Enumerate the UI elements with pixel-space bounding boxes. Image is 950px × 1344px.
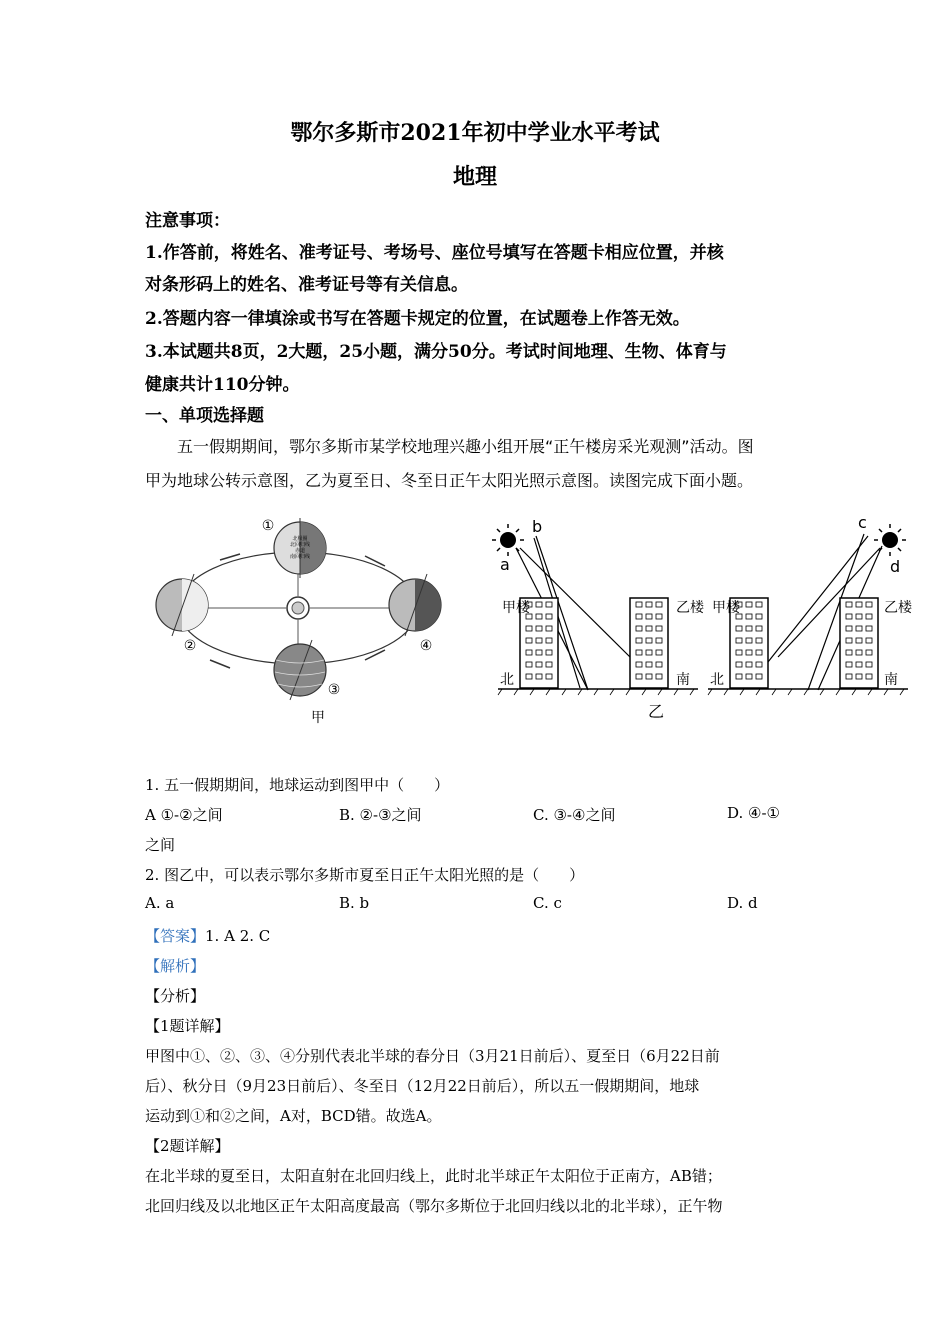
analysis-q1-line-3: 运动到①和②之间，A对，BCD错。故选A。 [145,1107,442,1125]
notice-item-1-line-1: 1.作答前，将姓名、准考证号、考场号、座位号填写在答题卡相应位置，并核 [145,243,724,263]
question-2-stem: 2. 图乙中，可以表示鄂尔多斯市夏至日正午太阳光照的是（ ） [145,866,585,884]
analysis-q2-line-1: 在北半球的夏至日，太阳直射在北回归线上，此时北半球正午太阳位于正南方，AB错； [145,1167,722,1185]
notice-item-1-line-2: 对条形码上的姓名、准考证号等有关信息。 [145,275,468,295]
label-position-2: ② [183,638,197,654]
yi-label-b: b [532,517,543,536]
intro-line-2: 甲为地球公转示意图，乙为夏至日、冬至日正午太阳光照示意图。读图完成下面小题。 [145,471,754,490]
globe-position-4 [389,574,441,636]
figure-yi-sunlight-diagram [488,512,918,724]
question-1-option-d-wrap: 之间 [145,836,176,854]
yi-left-label-building-yi: 乙楼 [676,600,704,616]
answer-tag: 【答案】 [145,927,206,945]
analysis-q2-line-2: 北回归线及以北地区正午太阳高度最高（鄂尔多斯位于北回归线以北的北半球），正午物 [145,1197,723,1215]
yi-left-sun [492,524,524,556]
analysis-q1-line-1: 甲图中①、②、③、④分别代表北半球的春分日（3月21日前后）、夏至日（6月22日前 [145,1047,720,1065]
sun-core [292,602,304,614]
orbit-arrow-3 [210,660,230,668]
analysis-q2-tag: 【2题详解】 [145,1137,230,1155]
yi-right-panel [708,513,913,695]
yi-right-label-north: 北 [710,672,724,688]
globe-position-2 [156,574,208,636]
analysis-q1-tag: 【1题详解】 [145,1017,230,1035]
question-2-option-d: D. d [727,894,758,912]
globe-label-tropic-capricorn: 南回归线 [289,554,311,560]
globe-label-arctic: 北极圈 [292,536,308,542]
notice-item-3-line-1: 3.本试题共8页，2大题，25小题，满分50分。考试时间地理、生物、体育与 [145,342,727,362]
subject-title: 地理 [452,164,497,190]
label-position-4: ④ [419,638,433,654]
question-1-option-a: A ①-②之间 [145,806,223,824]
analysis-q1-line-2: 后）、秋分日（9月23日前后）、冬至日（12月22日前后），所以五一假期期间，地球 [145,1077,700,1095]
yi-label-c: c [858,513,867,532]
figure-jia-caption: 甲 [311,710,325,726]
question-1-stem: 1. 五一假期期间，地球运动到图甲中（ ） [145,776,450,794]
question-2-option-c: C. c [533,894,562,912]
question-2-option-b: B. b [339,894,370,912]
yi-right-label-south: 南 [884,672,898,688]
globe-label-equator: 赤道 [294,548,306,554]
analysis-fenxi: 【分析】 [145,987,206,1005]
figure-jia-orbit-diagram [150,510,450,730]
notice-heading: 注意事项： [145,211,230,231]
yi-right-sun [874,524,906,556]
label-position-1: ① [261,518,275,534]
yi-label-d: d [890,557,901,576]
yi-left-label-north: 北 [500,672,514,688]
question-1-option-b: B. ②-③之间 [339,806,422,824]
label-position-3: ③ [327,682,341,698]
notice-item-2: 2.答题内容一律填涂或书写在答题卡规定的位置，在试题卷上作答无效。 [145,309,690,329]
globe-position-1 [274,518,326,578]
section-heading: 一、单项选择题 [145,406,264,426]
answer-row [145,925,270,946]
exam-title: 鄂尔多斯市2021年初中学业水平考试 [290,120,660,146]
yi-left-label-building-jia: 甲楼 [502,600,530,616]
yi-right-label-building-yi: 乙楼 [884,600,912,616]
notice-item-3-line-2: 健康共计110分钟。 [145,375,300,395]
analysis-tag: 【解析】 [145,957,206,975]
question-2-option-a: A. a [145,894,175,912]
yi-left-label-south: 南 [676,672,690,688]
intro-line-1: 五一假期期间，鄂尔多斯市某学校地理兴趣小组开展“正午楼房采光观测”活动。图 [177,437,754,456]
globe-position-3 [274,640,326,700]
yi-left-ground-hatch [498,689,694,695]
answer-text: 1. A 2. C [205,927,271,945]
yi-label-a: a [500,555,510,574]
yi-left-panel [492,517,705,695]
globe-label-tropic-cancer: 北回归线 [289,542,311,548]
yi-right-ground-hatch [708,689,904,695]
question-1-option-c: C. ③-④之间 [533,806,616,824]
question-1-option-d: D. ④-① [727,804,780,822]
yi-right-label-building-jia: 甲楼 [712,600,740,616]
figure-yi-caption: 乙 [647,702,665,721]
